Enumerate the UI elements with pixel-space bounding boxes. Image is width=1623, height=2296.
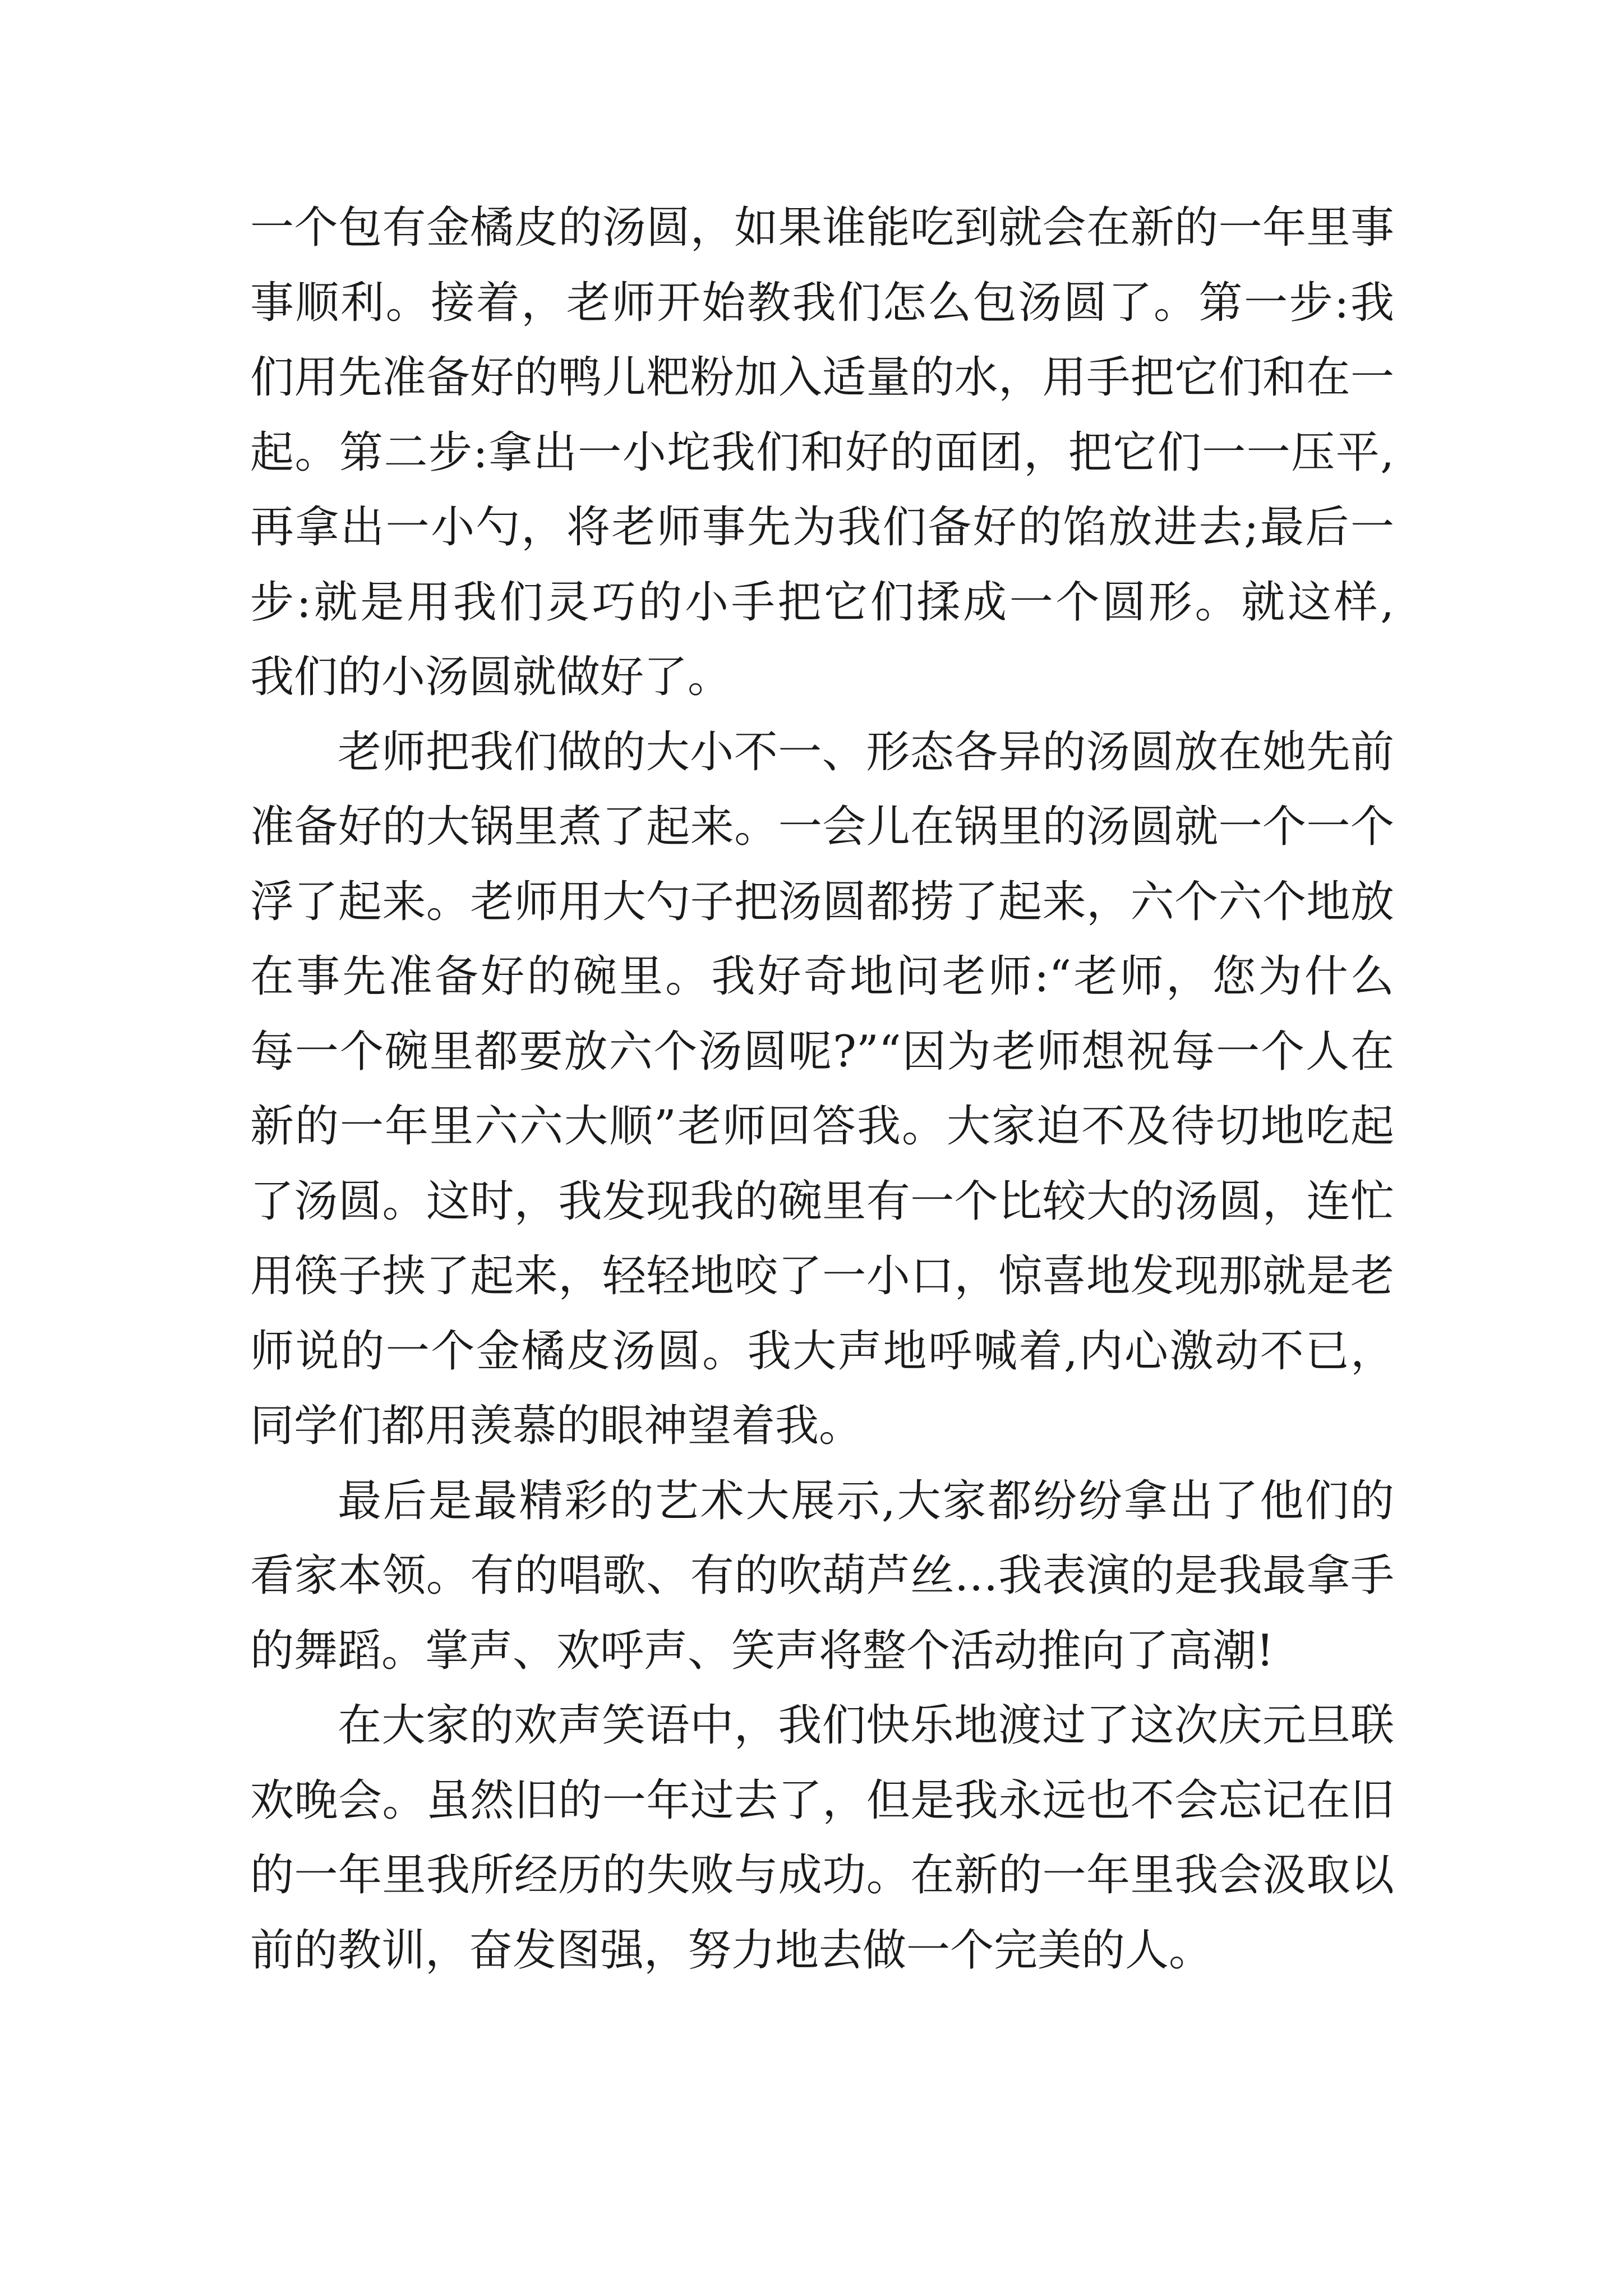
body-text bbox=[250, 191, 1394, 1988]
text-line: 事顺利。接着，老师开始教我们怎么包汤圆了。第一步:我 bbox=[250, 277, 1394, 328]
text-line: 在事先准备好的碗里。我好奇地问老师:“老师，您为什么 bbox=[250, 951, 1394, 1002]
text-line: 用筷子挟了起来，轻轻地咬了一小口，惊喜地发现那就是老 bbox=[250, 1251, 1394, 1301]
text-line: 最后是最精彩的艺术大展示,大家都纷纷拿出了他们的 bbox=[338, 1475, 1394, 1526]
text-line: 们用先准备好的鸭儿粑粉加入适量的水，用手把它们和在一 bbox=[250, 352, 1394, 403]
text-line: 准备好的大锅里煮了起来。一会儿在锅里的汤圆就一个一个 bbox=[250, 802, 1394, 852]
text-line: 欢晚会。虽然旧的一年过去了，但是我永远也不会忘记在旧 bbox=[250, 1775, 1394, 1826]
text-line: 的舞蹈。掌声、欢呼声、笑声将整个活动推向了高潮! bbox=[250, 1625, 1274, 1676]
paragraph-2 bbox=[250, 715, 1394, 1464]
text-line: 起。第二步:拿出一小坨我们和好的面团，把它们一一压平, bbox=[250, 427, 1394, 478]
paragraph-3 bbox=[250, 1464, 1394, 1689]
text-line: 每一个碗里都要放六个汤圆呢?”“因为老师想祝每一个人在 bbox=[250, 1026, 1394, 1077]
paragraph-1 bbox=[250, 191, 1394, 715]
text-line: 新的一年里六六大顺”老师回答我。大家迫不及待切地吃起 bbox=[250, 1101, 1394, 1152]
text-line: 的一年里我所经历的失败与成功。在新的一年里我会汲取以 bbox=[250, 1850, 1394, 1901]
text-line: 我们的小汤圆就做好了。 bbox=[250, 652, 732, 702]
paragraph-4 bbox=[250, 1688, 1394, 1988]
text-line: 浮了起来。老师用大勺子把汤圆都捞了起来，六个六个地放 bbox=[250, 876, 1394, 927]
text-line: 老师把我们做的大小不一、形态各异的汤圆放在她先前 bbox=[338, 726, 1394, 777]
text-line: 步:就是用我们灵巧的小手把它们揉成一个圆形。就这样, bbox=[250, 577, 1394, 628]
text-line: 同学们都用羡慕的眼神望着我。 bbox=[250, 1401, 863, 1451]
text-line: 一个包有金橘皮的汤圆，如果谁能吃到就会在新的一年里事 bbox=[250, 203, 1394, 253]
text-line: 看家本领。有的唱歌、有的吹葫芦丝…我表演的是我最拿手 bbox=[250, 1550, 1394, 1601]
text-line: 了汤圆。这时，我发现我的碗里有一个比较大的汤圆，连忙 bbox=[250, 1176, 1394, 1227]
text-line: 前的教训，奋发图强，努力地去做一个完美的人。 bbox=[250, 1925, 1213, 1976]
text-line: 在大家的欢声笑语中，我们快乐地渡过了这次庆元旦联 bbox=[338, 1700, 1394, 1751]
text-line: 再拿出一小勺，将老师事先为我们备好的馅放进去;最后一 bbox=[250, 502, 1394, 553]
text-line: 师说的一个金橘皮汤圆。我大声地呼喊着,内心激动不已， bbox=[250, 1326, 1394, 1377]
